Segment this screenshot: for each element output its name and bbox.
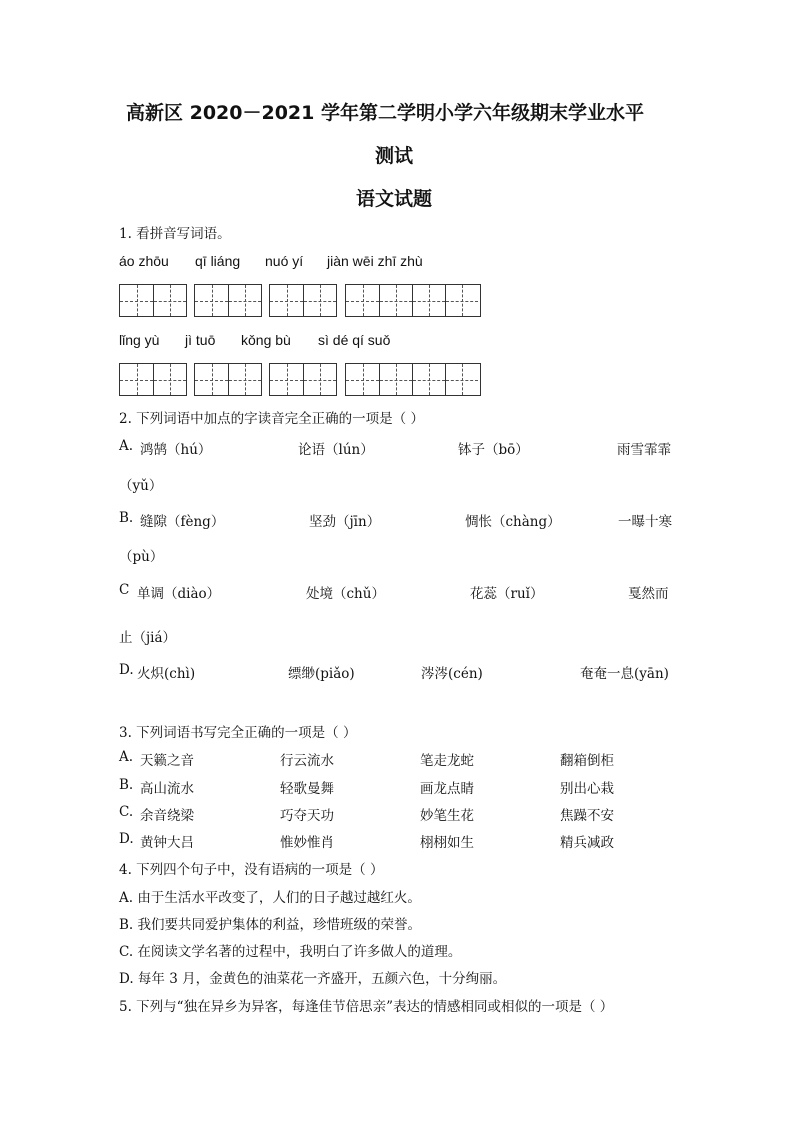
pinyin-3: nuó yí [265, 253, 304, 269]
q2-a-item-4: 雨雪霏霏 [617, 442, 671, 458]
q3-c-item-3: 妙笔生花 [420, 808, 474, 824]
q5-stem: 5. 下列与“独在异乡为异客，每逢佳节倍思亲”表达的情感相同或相似的一项是（ ） [119, 999, 614, 1015]
q2-c-item-3: 花蕊（ruǐ） [470, 586, 544, 602]
q2-a-item-3: 钵子（bō） [458, 442, 529, 458]
q3-c-item-4: 焦躁不安 [560, 808, 614, 824]
q2-option-b-label: B. [119, 510, 134, 526]
q2-b-item-1: 缝隙（fèng） [140, 514, 225, 530]
q2-d-item-1: 火炽(chì) [137, 666, 196, 682]
q4-stem: 4. 下列四个句子中，没有语病的一项是（ ） [119, 862, 384, 878]
exam-title-line1: 高新区 2020－2021 学年第二学明小学六年级期末学业水平 [126, 102, 644, 124]
pinyin-1: áo zhōu [119, 253, 169, 269]
answer-box-4[interactable] [345, 284, 481, 317]
q3-stem: 3. 下列词语书写完全正确的一项是（ ） [119, 725, 357, 741]
answer-box-3[interactable] [269, 284, 337, 317]
q1-stem: 1. 看拼音写词语。 [119, 226, 231, 242]
q2-b-wrap: （pù） [119, 549, 164, 565]
answer-box-2[interactable] [194, 284, 262, 317]
answer-box-1[interactable] [119, 284, 187, 317]
q4-option-a: A. 由于生活水平改变了，人们的日子越过越红火。 [119, 890, 421, 906]
q3-d-item-2: 惟妙惟肖 [280, 835, 334, 851]
q3-d-item-1: 黄钟大吕 [140, 835, 194, 851]
q2-option-d-label: D. [119, 662, 134, 678]
q3-option-c-label: C. [119, 804, 134, 820]
q4-option-c: C. 在阅读文学名著的过程中，我明白了许多做人的道理。 [119, 944, 462, 960]
answer-box-6[interactable] [194, 363, 262, 396]
pinyin-8: sì dé qí suǒ [318, 332, 391, 348]
answer-box-8[interactable] [345, 363, 481, 396]
writing-grid-row-1 [119, 284, 484, 317]
q2-d-item-2: 缥缈(piǎo) [288, 666, 355, 682]
q2-stem: 2. 下列词语中加点的字读音完全正确的一项是（ ） [119, 411, 424, 427]
q2-d-item-3: 涔涔(cén) [421, 666, 483, 682]
pinyin-4: jiàn wēi zhī zhù [327, 253, 423, 269]
q3-a-item-1: 天籁之音 [140, 753, 194, 769]
pinyin-6: jì tuō [185, 332, 216, 348]
q2-option-c-label: C [119, 582, 130, 598]
q2-b-item-4: 一曝十寒 [618, 514, 672, 530]
q2-c-item-1: 单调（diào） [137, 586, 221, 602]
q4-option-d: D. 每年 3 月，金黄色的油菜花一齐盛开，五颜六色，十分绚丽。 [119, 971, 507, 987]
q2-c-item-2: 处境（chǔ） [306, 586, 385, 602]
q3-b-item-2: 轻歌曼舞 [280, 781, 334, 797]
q3-d-item-3: 栩栩如生 [420, 835, 474, 851]
answer-box-7[interactable] [269, 363, 337, 396]
q3-d-item-4: 精兵减政 [560, 835, 614, 851]
q2-a-wrap: （yǔ） [119, 478, 163, 494]
q3-c-item-2: 巧夺天功 [280, 808, 334, 824]
q2-d-item-4: 奄奄一息(yān) [580, 666, 669, 682]
exam-title-line2: 测试 [375, 145, 414, 167]
exam-subtitle: 语文试题 [356, 188, 433, 210]
answer-box-5[interactable] [119, 363, 187, 396]
writing-grid-row-2 [119, 363, 484, 396]
q3-option-d-label: D. [119, 831, 134, 847]
q4-option-b: B. 我们要共同爱护集体的利益，珍惜班级的荣誉。 [119, 917, 422, 933]
q2-c-item-4: 戛然而 [628, 586, 669, 602]
q3-b-item-3: 画龙点睛 [420, 781, 474, 797]
q3-b-item-4: 别出心栽 [560, 781, 614, 797]
q2-option-a-label: A. [119, 438, 134, 454]
pinyin-7: kǒng bù [241, 332, 291, 348]
q2-b-item-3: 惆怅（chàng） [465, 514, 561, 530]
q3-c-item-1: 余音绕梁 [140, 808, 194, 824]
q2-c-wrap: 止（jiá） [119, 630, 177, 646]
pinyin-2: qī liáng [195, 253, 241, 269]
pinyin-5: lǐng yù [119, 332, 160, 348]
q3-a-item-4: 翻箱倒柜 [560, 753, 614, 769]
q3-option-b-label: B. [119, 777, 134, 793]
q3-a-item-2: 行云流水 [280, 753, 334, 769]
q2-a-item-2: 论语（lún） [298, 442, 374, 458]
q3-b-item-1: 高山流水 [140, 781, 194, 797]
q3-a-item-3: 笔走龙蛇 [420, 753, 474, 769]
q2-b-item-2: 坚劲（jīn） [309, 514, 381, 530]
q2-a-item-1: 鸿鹄（hú） [140, 442, 212, 458]
q3-option-a-label: A. [119, 749, 134, 765]
